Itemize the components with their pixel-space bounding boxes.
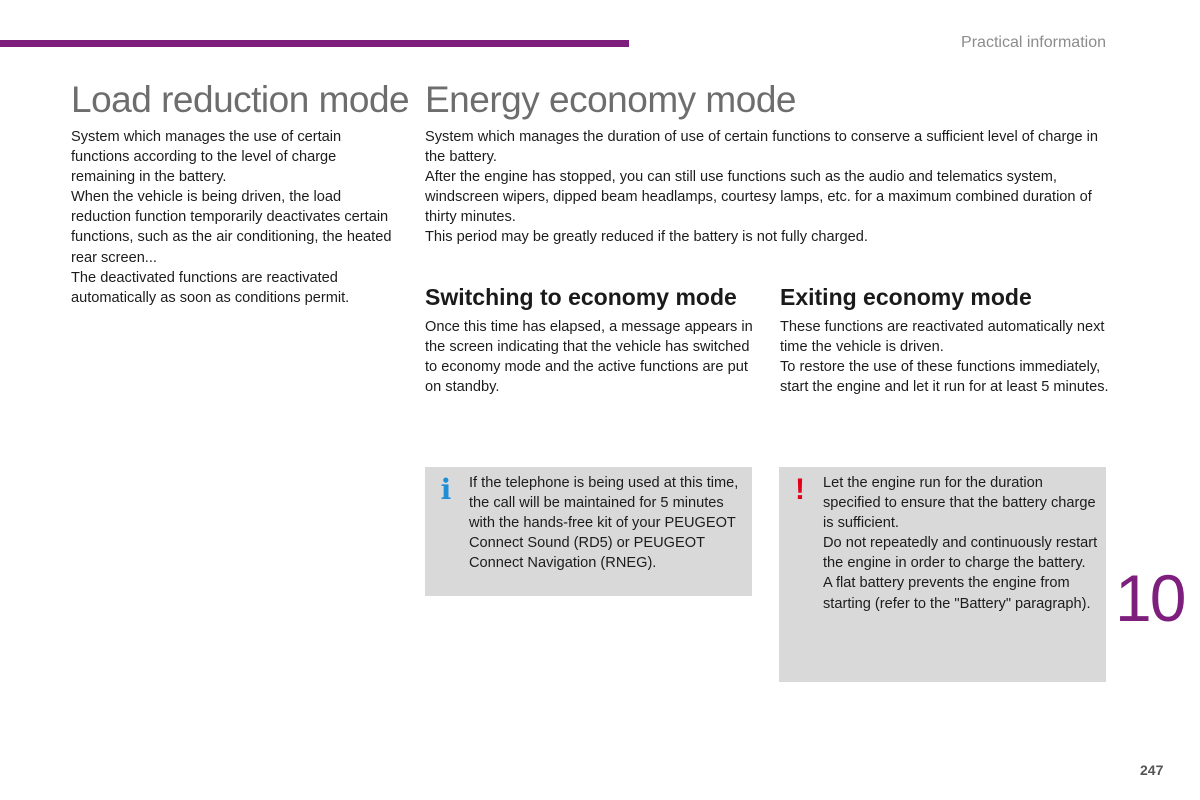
energy-economy-para: This period may be greatly reduced if the battery is not fully charged. xyxy=(425,229,868,246)
info-note-para: If the telephone is being used at this time, the call will be maintained for 5 minutes with the hands-free kit of your PEUGEOT Connect Sound (RD5) or PEUGEOT Connect Navigation (RNEG). xyxy=(469,475,739,572)
warning-note-para: Do not repeatedly and continuously restart the engine in order to charge the battery. xyxy=(823,535,1098,572)
warning-note-para: Let the engine run for the duration specified to ensure that the battery charge is sufficient. xyxy=(823,475,1096,532)
warning-note-text xyxy=(823,473,1098,614)
chapter-number: 10 xyxy=(1115,561,1185,635)
info-note-box xyxy=(425,467,752,596)
energy-economy-para: After the engine has stopped, you can still use functions such as the audio and telematics system, windscreen wipers, dipped beam headlamps, courtesy lamps, etc. for a maximum combined duration of thirty minutes. xyxy=(425,169,1092,226)
warning-note-box xyxy=(779,467,1106,682)
switching-para: Once this time has elapsed, a message appears in the screen indicating that the vehicle has switched to economy mode and the active functions are put on standby. xyxy=(425,319,753,396)
switching-title: Switching to economy mode xyxy=(425,284,737,310)
page-number: 247 xyxy=(1140,762,1164,778)
exiting-title: Exiting economy mode xyxy=(780,284,1032,310)
warning-note-para: A flat battery prevents the engine from starting (refer to the "Battery" paragraph). xyxy=(823,575,1091,612)
load-reduction-para: System which manages the use of certain functions according to the level of charge remaining in the battery. xyxy=(71,129,342,186)
load-reduction-body xyxy=(71,127,396,308)
exiting-para: These functions are reactivated automatically next time the vehicle is driven. xyxy=(780,319,1105,356)
load-reduction-para: The deactivated functions are reactivated automatically as soon as conditions permit. xyxy=(71,269,350,306)
switching-body xyxy=(425,317,755,397)
energy-economy-body xyxy=(425,127,1105,248)
exiting-body xyxy=(780,317,1110,397)
warning-icon: ! xyxy=(795,473,805,506)
load-reduction-para: When the vehicle is being driven, the load reduction function temporarily deactivates certain functions, such as the air conditioning, the heated rear screen... xyxy=(71,189,392,266)
load-reduction-title: Load reduction mode xyxy=(71,79,410,120)
energy-economy-title: Energy economy mode xyxy=(425,79,796,120)
energy-economy-para: System which manages the duration of use of certain functions to conserve a sufficient level of charge in the battery. xyxy=(425,129,1099,166)
exiting-para: To restore the use of these functions immediately, start the engine and let it run for at least 5 minutes. xyxy=(780,359,1109,396)
header-accent-bar xyxy=(0,40,629,47)
info-icon: i xyxy=(440,473,452,506)
section-name: Practical information xyxy=(961,34,1106,51)
info-note-text xyxy=(469,473,744,573)
